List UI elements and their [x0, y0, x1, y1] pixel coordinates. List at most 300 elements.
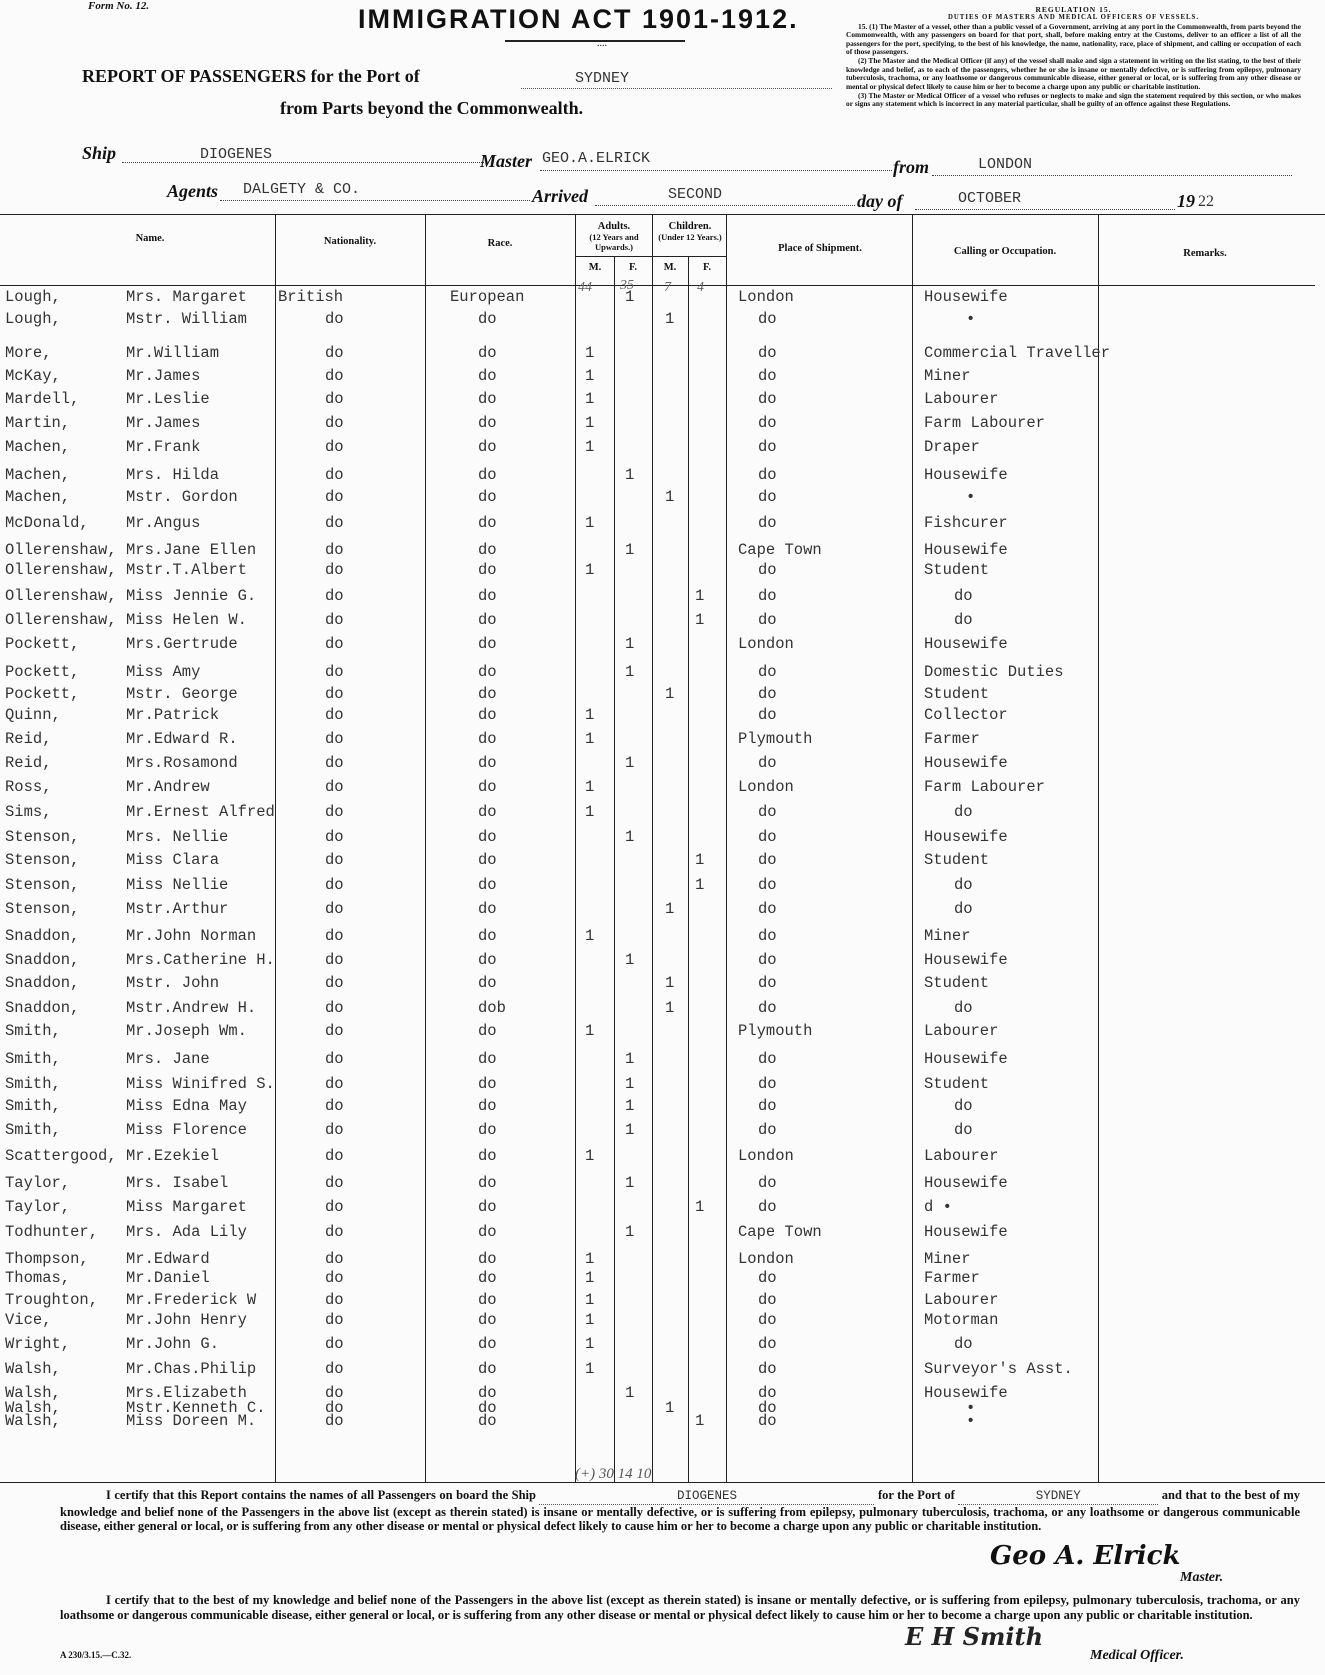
race: do — [478, 488, 497, 506]
race: do — [478, 514, 497, 532]
title-dots: .... — [597, 38, 607, 49]
given-name: Mr.Frederick W — [126, 1291, 257, 1309]
col-header-race: Race. — [487, 238, 513, 249]
place-of-shipment: do — [758, 706, 777, 724]
col-header-children-m: M. — [663, 262, 677, 273]
given-name: Mrs. Hilda — [126, 466, 220, 484]
occupation: Student — [924, 685, 990, 703]
race: do — [478, 1147, 497, 1165]
col-header-name: Name. — [135, 233, 165, 244]
given-name: Miss Florence — [126, 1121, 247, 1139]
surname: Machen, — [5, 438, 71, 456]
child-male: 1 — [665, 488, 675, 506]
occupation: Housewife — [924, 1384, 1008, 1402]
table-row — [0, 900, 1325, 922]
race: do — [478, 1250, 497, 1268]
mf-header-rule — [575, 256, 727, 257]
col-header-nationality: Nationality. — [323, 236, 377, 247]
surname: Ollerenshaw, — [5, 541, 117, 559]
occupation: d • — [924, 1198, 952, 1216]
table-row — [0, 876, 1325, 898]
given-name: Mr.James — [126, 367, 201, 385]
surname: Stenson, — [5, 876, 80, 894]
occupation: Miner — [924, 1250, 971, 1268]
race: do — [478, 1269, 497, 1287]
surname: Reid, — [5, 754, 52, 772]
given-name: Mrs.Jane Ellen — [126, 541, 257, 559]
ship-dotted-line — [122, 162, 484, 163]
regulation-para-2: (2) The Master and the Medical Officer (if any) of the vessel shall make and sign a statement in writing on the list stating, to the best of their knowledge and belief, as to each of the passengers, whether he or she is insane or mentally defective, or is suffering from epilepsy, pulmonary tuberculosis, trachoma, or any loathsome or dangerous communicable disease, either general or local, or is suffering from any other disease or mental or physical defect likely to cause him or her to become a charge upon any public or charitable institution. — [846, 56, 1301, 91]
col-header-adults-m: M. — [588, 262, 602, 273]
print-code: A 230/3.15.—C.32. — [60, 1650, 132, 1660]
master-cert-part3: and that to the best of my knowledge and belief none of the Passengers in the above list (except as therein stated) is insane or mentally defective, or is suffering from epilepsy, pulmonary tuberculosis, trachoma, or any loathsome or dangerous communicable disease, either general or local, or is suffering from any other disease or mental or physical defect likely to cause him or her to become a charge upon any public or charitable institution. — [60, 1488, 1301, 1533]
adult-female: 1 — [625, 1050, 635, 1068]
race: do — [478, 1022, 497, 1040]
master-role: Master. — [1180, 1570, 1224, 1585]
surname: Machen, — [5, 488, 71, 506]
given-name: Mr.Patrick — [126, 706, 220, 724]
nationality: do — [325, 1311, 344, 1329]
race: do — [478, 1335, 497, 1353]
race: do — [478, 344, 497, 362]
nationality: do — [325, 587, 344, 605]
table-row — [0, 466, 1325, 488]
col-header-children: Children. — [668, 221, 712, 232]
place-of-shipment: do — [758, 663, 777, 681]
place-of-shipment: do — [758, 1291, 777, 1309]
adult-male: 1 — [585, 927, 595, 945]
surname: Troughton, — [5, 1291, 99, 1309]
arrived-value: SECOND — [668, 186, 723, 203]
arrived-dotted-line — [595, 205, 855, 206]
adult-female: 1 — [625, 1174, 635, 1192]
master-certificate — [60, 1488, 1300, 1534]
table-bottom-rule — [0, 1482, 1325, 1483]
surname: Smith, — [5, 1097, 61, 1115]
race: do — [478, 367, 497, 385]
given-name: Miss Clara — [126, 851, 220, 869]
nationality: do — [325, 851, 344, 869]
given-name: Mr.Edward R. — [126, 730, 238, 748]
place-of-shipment: do — [758, 876, 777, 894]
race: do — [478, 1097, 497, 1115]
total-adults-f: 35 — [620, 278, 634, 293]
nationality: do — [325, 611, 344, 629]
given-name: Mrs.Gertrude — [126, 635, 238, 653]
race: do — [478, 876, 497, 894]
occupation: Housewife — [924, 951, 1008, 969]
race: do — [478, 1121, 497, 1139]
table-row — [0, 414, 1325, 436]
child-female: 1 — [695, 1412, 705, 1430]
surname: Stenson, — [5, 828, 80, 846]
child-female: 1 — [695, 611, 705, 629]
document-title: IMMIGRATION ACT 1901-1912. — [358, 4, 799, 34]
given-name: Mstr. George — [126, 685, 238, 703]
race: do — [478, 1223, 497, 1241]
surname: Pockett, — [5, 663, 80, 681]
nationality: do — [325, 663, 344, 681]
port-value: SYDNEY — [575, 70, 630, 87]
regulation-subheading: DUTIES OF MASTERS AND MEDICAL OFFICERS OF VESSELS. — [947, 14, 1200, 22]
col-header-children-f: F. — [702, 262, 712, 273]
child-female: 1 — [695, 851, 705, 869]
nationality: do — [325, 390, 344, 408]
surname: Taylor, — [5, 1174, 71, 1192]
regulation-heading: REGULATION 15. — [1035, 5, 1112, 14]
adult-male: 1 — [585, 778, 595, 796]
surname: Todhunter, — [5, 1223, 99, 1241]
occupation: Student — [924, 851, 990, 869]
surname: Thompson, — [5, 1250, 89, 1268]
given-name: Mstr. John — [126, 974, 220, 992]
place-of-shipment: do — [758, 611, 777, 629]
surname: Ollerenshaw, — [5, 587, 117, 605]
surname: McDonald, — [5, 514, 89, 532]
given-name: Miss Jennie G. — [126, 587, 257, 605]
port-dotted-line — [521, 88, 832, 89]
given-name: Mstr.Andrew H. — [126, 999, 257, 1017]
nationality: do — [325, 344, 344, 362]
place-of-shipment: do — [758, 828, 777, 846]
adult-male: 1 — [585, 1022, 595, 1040]
nationality: do — [325, 1022, 344, 1040]
table-row — [0, 367, 1325, 389]
total-children-m: 7 — [664, 280, 671, 295]
nationality: do — [325, 1250, 344, 1268]
place-of-shipment: do — [758, 951, 777, 969]
race: do — [478, 1399, 497, 1417]
surname: Walsh, — [5, 1384, 61, 1402]
surname: McKay, — [5, 367, 61, 385]
occupation: Housewife — [924, 828, 1008, 846]
adult-male: 1 — [585, 803, 595, 821]
given-name: Mr.Ezekiel — [126, 1147, 220, 1165]
nationality: do — [325, 754, 344, 772]
table-row — [0, 1022, 1325, 1044]
report-heading-line1: REPORT OF PASSENGERS for the Port of — [82, 66, 420, 86]
surname: Ollerenshaw, — [5, 611, 117, 629]
given-name: Mr.Edward — [126, 1250, 210, 1268]
adult-male: 1 — [585, 1311, 595, 1329]
surname: Snaddon, — [5, 951, 80, 969]
race: do — [478, 778, 497, 796]
child-male: 1 — [665, 999, 675, 1017]
table-row — [0, 1147, 1325, 1169]
place-of-shipment: Cape Town — [738, 1223, 822, 1241]
surname: Ollerenshaw, — [5, 561, 117, 579]
race: do — [478, 754, 497, 772]
occupation: Housewife — [924, 1174, 1008, 1192]
table-row — [0, 754, 1325, 776]
table-row — [0, 1335, 1325, 1357]
adult-female: 1 — [625, 635, 635, 653]
place-of-shipment: do — [758, 1075, 777, 1093]
nationality: do — [325, 1291, 344, 1309]
table-row — [0, 1311, 1325, 1333]
nationality: do — [325, 974, 344, 992]
table-row — [0, 663, 1325, 685]
adult-male: 1 — [585, 514, 595, 532]
nationality: do — [325, 635, 344, 653]
col-header-shipment: Place of Shipment. — [778, 243, 862, 254]
occupation: Draper — [924, 438, 980, 456]
given-name: Miss Amy — [126, 663, 201, 681]
race: do — [478, 706, 497, 724]
adult-female: 1 — [625, 541, 635, 559]
table-row — [0, 828, 1325, 850]
form-number: Form No. 12. — [88, 0, 150, 12]
place-of-shipment: do — [758, 1412, 777, 1430]
adult-male: 1 — [585, 1291, 595, 1309]
table-row — [0, 1198, 1325, 1220]
col-header-adults-sub: (12 Years and Upwards.) — [589, 232, 639, 252]
adult-male: 1 — [585, 561, 595, 579]
nationality: do — [325, 951, 344, 969]
surname: Walsh, — [5, 1399, 61, 1417]
table-row — [0, 310, 1325, 332]
agents-dotted-line — [220, 200, 530, 201]
table-row — [0, 635, 1325, 657]
nationality: do — [325, 927, 344, 945]
table-row — [0, 1412, 1325, 1434]
race: do — [478, 1360, 497, 1378]
place-of-shipment: do — [758, 974, 777, 992]
nationality: do — [325, 730, 344, 748]
occupation: Housewife — [924, 754, 1008, 772]
adult-male: 1 — [585, 414, 595, 432]
surname: Snaddon, — [5, 999, 80, 1017]
given-name: Miss Doreen M. — [126, 1412, 257, 1430]
given-name: Mr.John Henry — [126, 1311, 247, 1329]
given-name: Mr.Leslie — [126, 390, 210, 408]
race: dob — [478, 999, 506, 1017]
given-name: Mrs. Margaret — [126, 288, 247, 306]
occupation: • — [966, 1412, 976, 1430]
given-name: Mstr. Gordon — [126, 488, 238, 506]
surname: Quinn, — [5, 706, 61, 724]
race: do — [478, 927, 497, 945]
race: do — [478, 974, 497, 992]
table-top-rule — [0, 214, 1325, 215]
occupation: Housewife — [924, 466, 1008, 484]
adult-male: 1 — [585, 730, 595, 748]
race: do — [478, 1384, 497, 1402]
nationality: do — [325, 310, 344, 328]
nationality: do — [325, 685, 344, 703]
place-of-shipment: London — [738, 288, 794, 306]
adult-male: 1 — [585, 1250, 595, 1268]
place-of-shipment: do — [758, 561, 777, 579]
table-row — [0, 611, 1325, 633]
occupation: Student — [924, 974, 990, 992]
table-row — [0, 561, 1325, 583]
surname: Snaddon, — [5, 974, 80, 992]
occupation: do — [954, 611, 973, 629]
given-name: Mr.William — [126, 344, 220, 362]
occupation: do — [954, 1097, 973, 1115]
month-value: OCTOBER — [958, 190, 1022, 207]
occupation: Housewife — [924, 1050, 1008, 1068]
nationality: do — [325, 1075, 344, 1093]
given-name: Mr.Frank — [126, 438, 201, 456]
surname: More, — [5, 344, 52, 362]
adult-female: 1 — [625, 951, 635, 969]
race: do — [478, 803, 497, 821]
nationality: do — [325, 900, 344, 918]
child-male: 1 — [665, 1399, 675, 1417]
nationality: do — [325, 1399, 344, 1417]
table-row — [0, 288, 1325, 310]
occupation: Labourer — [924, 390, 999, 408]
place-of-shipment: Plymouth — [738, 1022, 813, 1040]
place-of-shipment: do — [758, 414, 777, 432]
place-of-shipment: London — [738, 1250, 794, 1268]
race: do — [478, 685, 497, 703]
given-name: Mstr. William — [126, 310, 247, 328]
from-label: from — [893, 157, 929, 177]
place-of-shipment: do — [758, 1097, 777, 1115]
race: do — [478, 1291, 497, 1309]
table-row — [0, 1174, 1325, 1196]
place-of-shipment: do — [758, 754, 777, 772]
given-name: Miss Winifred S. — [126, 1075, 275, 1093]
race: do — [478, 900, 497, 918]
table-row — [0, 541, 1325, 563]
master-dotted-line — [540, 170, 892, 171]
place-of-shipment: London — [738, 635, 794, 653]
medical-role: Medical Officer. — [1090, 1648, 1184, 1663]
occupation: Miner — [924, 927, 971, 945]
table-row — [0, 514, 1325, 536]
master-cert-part2: for the Port of — [877, 1488, 955, 1502]
place-of-shipment: do — [758, 927, 777, 945]
race: do — [478, 1075, 497, 1093]
occupation: Labourer — [924, 1147, 999, 1165]
given-name: Mrs. Ada Lily — [126, 1223, 247, 1241]
nationality: do — [325, 1335, 344, 1353]
race: do — [478, 1050, 497, 1068]
adult-male: 1 — [585, 1360, 595, 1378]
nationality: do — [325, 1174, 344, 1192]
nationality: do — [325, 514, 344, 532]
surname: Martin, — [5, 414, 71, 432]
given-name: Mrs.Rosamond — [126, 754, 238, 772]
given-name: Mr.James — [126, 414, 201, 432]
nationality: do — [325, 1223, 344, 1241]
place-of-shipment: do — [758, 1311, 777, 1329]
table-row — [0, 1291, 1325, 1313]
place-of-shipment: do — [758, 466, 777, 484]
place-of-shipment: do — [758, 438, 777, 456]
agents-label: Agents — [167, 181, 219, 201]
surname: Ross, — [5, 778, 52, 796]
table-row — [0, 778, 1325, 800]
adult-female: 1 — [625, 828, 635, 846]
surname: Stenson, — [5, 900, 80, 918]
place-of-shipment: do — [758, 1121, 777, 1139]
table-row — [0, 685, 1325, 707]
surname: Taylor, — [5, 1198, 71, 1216]
surname: Stenson, — [5, 851, 80, 869]
place-of-shipment: do — [758, 344, 777, 362]
occupation: Collector — [924, 706, 1008, 724]
col-header-remarks: Remarks. — [1183, 248, 1227, 259]
master-signature: Geo A. Elrick — [990, 1541, 1181, 1571]
adult-male: 1 — [585, 344, 595, 362]
nationality: do — [325, 561, 344, 579]
occupation: • — [966, 488, 976, 506]
surname: Lough, — [5, 310, 61, 328]
occupation: Housewife — [924, 541, 1008, 559]
occupation: do — [954, 587, 973, 605]
master-cert-ship: DIOGENES — [539, 1489, 874, 1505]
place-of-shipment: London — [738, 778, 794, 796]
occupation: Farm Labourer — [924, 778, 1045, 796]
race: do — [478, 1198, 497, 1216]
col-header-adults-f: F. — [628, 262, 638, 273]
race: do — [478, 466, 497, 484]
place-of-shipment: do — [758, 1360, 777, 1378]
table-row — [0, 1269, 1325, 1291]
place-of-shipment: do — [758, 587, 777, 605]
title-rule — [505, 40, 685, 42]
adult-female: 1 — [625, 466, 635, 484]
nationality: do — [325, 1050, 344, 1068]
child-female: 1 — [695, 1198, 705, 1216]
race: do — [478, 414, 497, 432]
given-name: Mrs. Isabel — [126, 1174, 229, 1192]
year-suffix: 22 — [1198, 193, 1214, 210]
surname: Vice, — [5, 1311, 52, 1329]
table-row — [0, 999, 1325, 1021]
nationality: do — [325, 778, 344, 796]
arrived-label: Arrived — [532, 186, 588, 206]
master-value: GEO.A.ELRICK — [542, 150, 651, 167]
adult-female: 1 — [625, 288, 635, 306]
table-row — [0, 974, 1325, 996]
nationality: do — [325, 828, 344, 846]
place-of-shipment: do — [758, 1050, 777, 1068]
given-name: Mrs.Elizabeth — [126, 1384, 247, 1402]
ship-label: Ship — [82, 143, 117, 163]
occupation: do — [954, 876, 973, 894]
adult-female: 1 — [625, 1223, 635, 1241]
occupation: do — [954, 1121, 973, 1139]
adult-male: 1 — [585, 438, 595, 456]
occupation: • — [966, 1399, 976, 1417]
table-row — [0, 1121, 1325, 1143]
nationality: do — [325, 1412, 344, 1430]
race: do — [478, 663, 497, 681]
nationality: do — [325, 438, 344, 456]
surname: Smith, — [5, 1050, 61, 1068]
nationality: do — [325, 999, 344, 1017]
surname: Machen, — [5, 466, 71, 484]
table-row — [0, 587, 1325, 609]
table-row — [0, 851, 1325, 873]
nationality: do — [325, 466, 344, 484]
nationality: do — [325, 1121, 344, 1139]
table-row — [0, 1097, 1325, 1119]
occupation: Labourer — [924, 1022, 999, 1040]
surname: Snaddon, — [5, 927, 80, 945]
nationality: do — [325, 1198, 344, 1216]
given-name: Mrs. Nellie — [126, 828, 229, 846]
occupation: Student — [924, 561, 990, 579]
child-male: 1 — [665, 685, 675, 703]
given-name: Mr.John G. — [126, 1335, 220, 1353]
